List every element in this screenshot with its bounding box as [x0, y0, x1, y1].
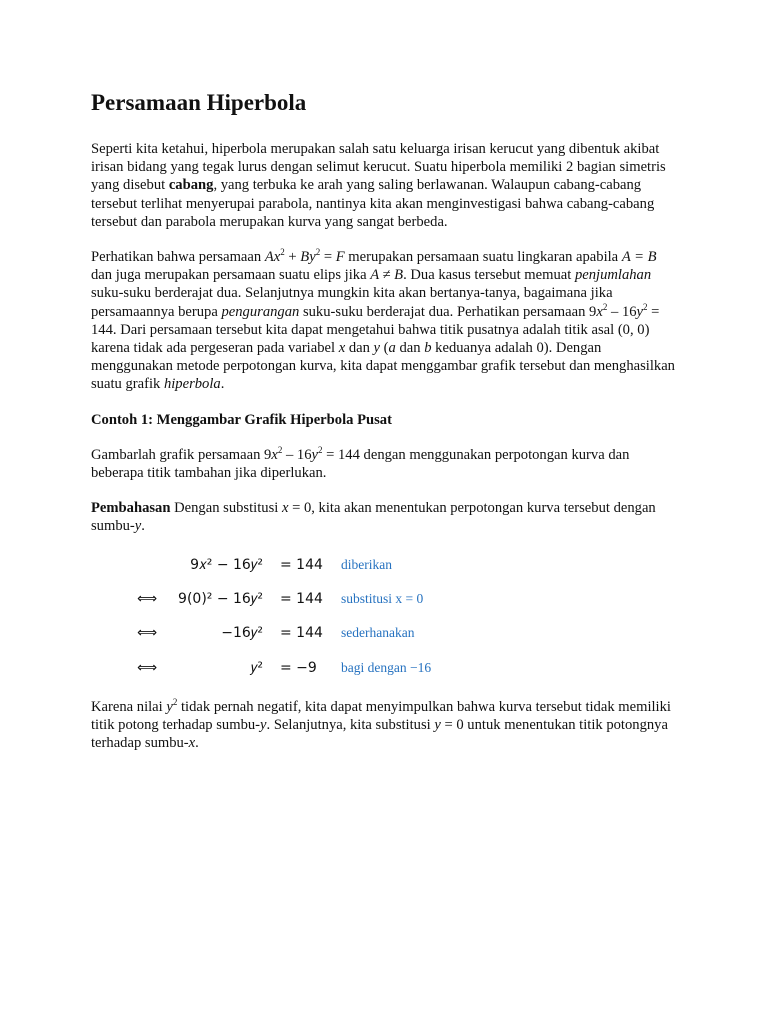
derivation-steps [91, 553, 681, 690]
solution-label: Pembahasan [91, 500, 171, 517]
equation-rhs: = 144 [280, 590, 323, 607]
step-note: bagi dengan −16 [341, 659, 432, 675]
equation-lhs: −16𝑦² [221, 625, 263, 642]
step-note: substitusi x = 0 [341, 590, 424, 606]
equation-lhs: 9𝑥² − 16𝑦² [190, 556, 263, 573]
derivation-step [91, 621, 681, 655]
equation-lhs: 𝑦² [250, 659, 263, 676]
term-cabang: cabang [168, 177, 214, 194]
equation-rhs: = 144 [280, 625, 323, 642]
paragraph-example-prompt: Gambarlah grafik persamaan $9x^2 - 16y^2 = 144$ dengan menggunakan perpotongan kurva dan beberapa titik tambahan jika diperlukan. [91, 444, 630, 482]
equation-lhs: 9(0)² − 16𝑦² [178, 590, 263, 607]
derivation-step [91, 656, 681, 690]
paragraph-conclusion: Karena nilai $y^2$ tidak pernah negatif, kita dapat menyimpulkan bahwa kurva tersebut tidak memiliki titik potong terhadap sumbu-y. Selanjutnya, kita substitusi y = 0 untuk menentukan titik potongnya terhadap sumbu-x. [91, 696, 671, 752]
document-content [91, 88, 681, 769]
equation-rhs: = 144 [280, 556, 323, 573]
derivation-step [91, 553, 681, 587]
iff-symbol: ⟺ [137, 659, 158, 676]
paragraph-solution: Pembahasan Dengan substitusi x = 0, kita akan menentukan perpotongan kurva tersebut dengan sumbu-y. [91, 500, 656, 535]
equation-rhs: = −9 [280, 659, 317, 676]
paragraph-intro: Seperti kita ketahui, hiperbola merupakan salah satu keluarga irisan kerucut yang dibentuk akibat irisan bidang yang tegak lurus dengan selimut kerucut. Suatu hiperbola memiliki 2 bagian simetris yang disebut cabang, yang terbuka ke arah yang saling berlawanan. Walaupun cabang-cabang tersebut terlihat menyerupai parabola, nantinya kita akan menginvestigasi bahwa cabang-cabang tersebut dan parabola merupakan kurva yang sangat berbeda. [91, 141, 666, 230]
iff-symbol: ⟺ [137, 625, 158, 642]
derivation-step [91, 587, 681, 621]
step-note: sederhanakan [341, 625, 415, 641]
page-title: Persamaan Hiperbola [91, 90, 307, 115]
step-note: diberikan [341, 556, 392, 572]
example-heading: Contoh 1: Menggambar Grafik Hiperbola Pusat [91, 411, 392, 428]
paragraph-equations: Perhatikan bahwa persamaan $Ax^2 + By^2 = F$ merupakan persamaan suatu lingkaran apabila A = B dan juga merupakan persamaan suatu elips jika A ≠ B. Dua kasus tersebut memuat penjumlahan suku-suku berderajat dua. Selanjutnya mungkin kita akan bertanya-tanya, bagaimana jika persamaannya berupa pengurangan suku-suku berderajat dua. Perhatikan persamaan $9x^2 - 16y^2 = 144$. Dari persamaan tersebut kita dapat mengetahui bahwa titik pusatnya adalah titik asal (0, 0) karena tidak ada pergeseran pada variabel x dan y (a dan b keduanya adalah 0). Dengan menggunakan metode perpotongan kurva, kita dapat menggambar grafik tersebut dan menghasilkan suatu grafik hiperbola. [91, 247, 675, 393]
iff-symbol: ⟺ [137, 590, 158, 607]
